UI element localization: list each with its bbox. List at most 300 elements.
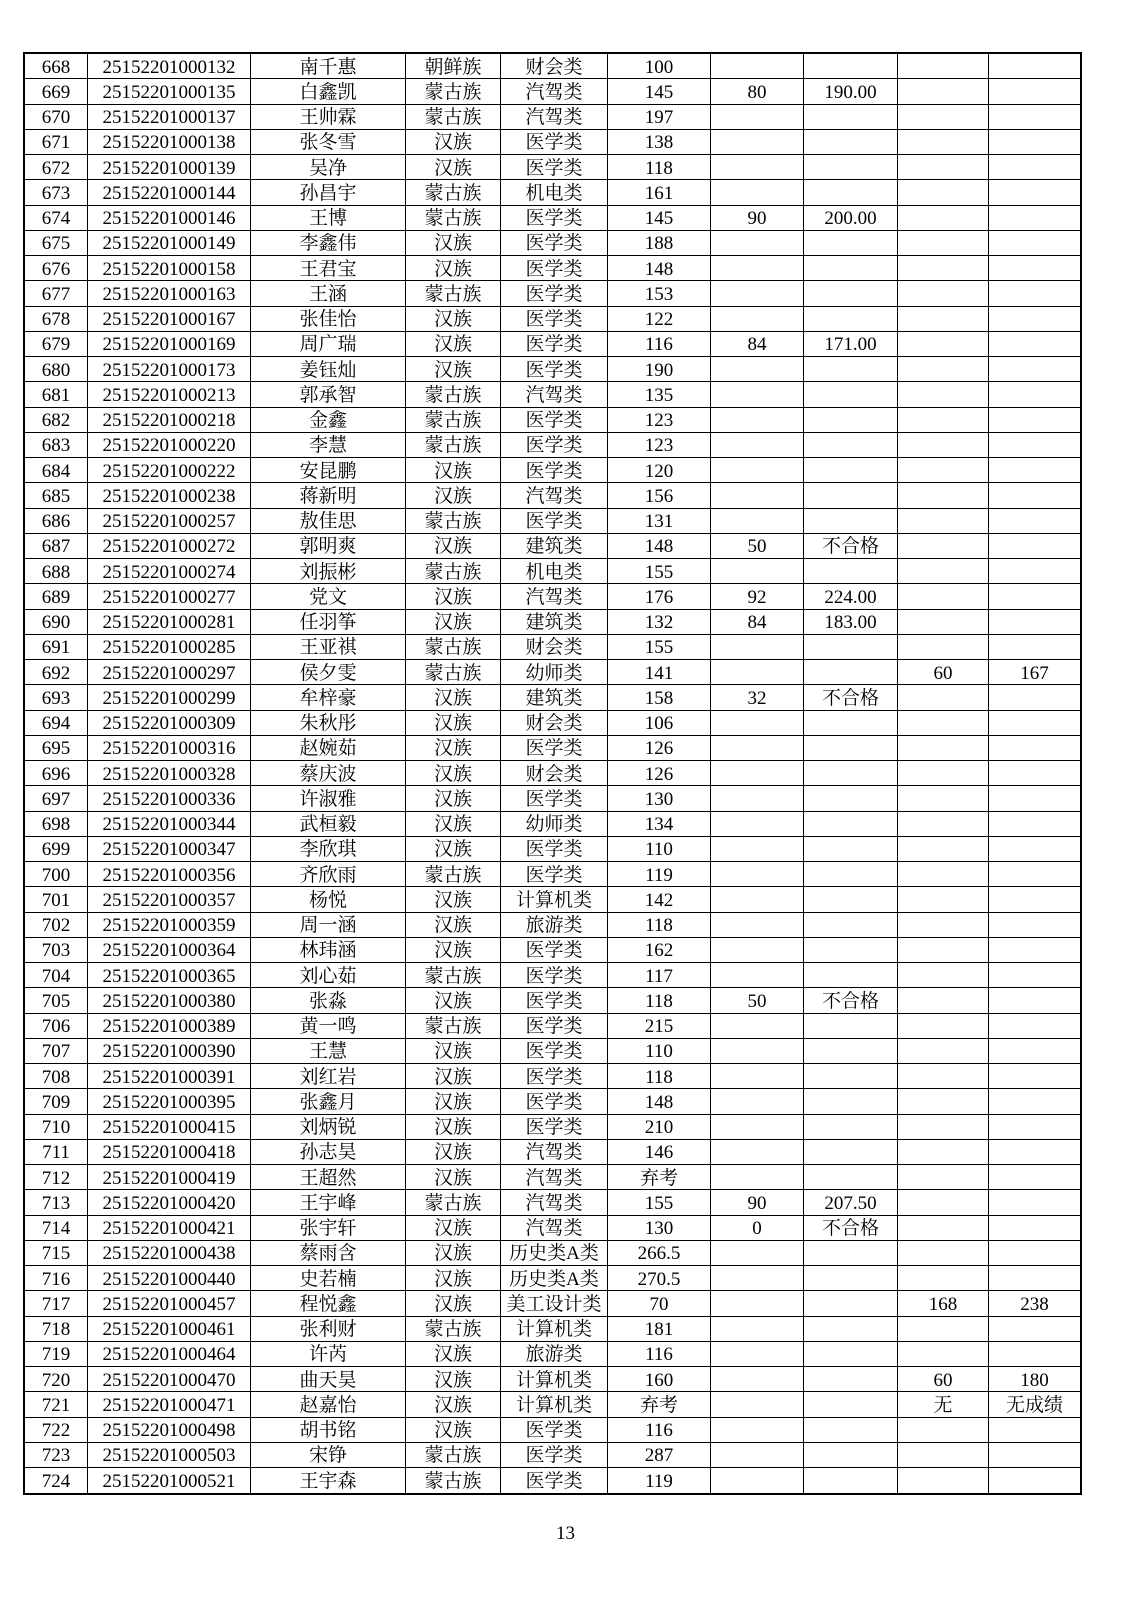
table-row <box>25 54 1080 79</box>
name-cell: 党文 <box>251 584 406 608</box>
ethnicity-cell: 汉族 <box>406 1291 501 1315</box>
score-cell: 148 <box>608 534 711 558</box>
score-cell: 118 <box>608 1064 711 1088</box>
score-cell: 153 <box>608 281 711 305</box>
category-cell: 医学类 <box>501 206 608 230</box>
combined-result-cell <box>804 1165 898 1189</box>
score-cell: 132 <box>608 610 711 634</box>
category-cell: 医学类 <box>501 862 608 886</box>
serial-number-cell: 674 <box>25 206 88 230</box>
third-score-cell <box>898 938 989 962</box>
combined-result-cell <box>804 1039 898 1063</box>
exam-number-cell: 25152201000213 <box>88 382 251 406</box>
ethnicity-cell: 汉族 <box>406 1342 501 1366</box>
table-row <box>25 433 1080 458</box>
category-cell: 汽驾类 <box>501 1140 608 1164</box>
combined-result-cell <box>804 559 898 583</box>
exam-number-cell: 25152201000169 <box>88 332 251 356</box>
exam-number-cell: 25152201000272 <box>88 534 251 558</box>
exam-number-cell: 25152201000163 <box>88 281 251 305</box>
serial-number-cell: 679 <box>25 332 88 356</box>
ethnicity-cell: 汉族 <box>406 584 501 608</box>
score-cell: 160 <box>608 1367 711 1391</box>
score-cell: 148 <box>608 256 711 280</box>
combined-total-cell <box>989 685 1080 709</box>
exam-number-cell: 25152201000274 <box>88 559 251 583</box>
combined-total-cell <box>989 761 1080 785</box>
serial-number-cell: 703 <box>25 938 88 962</box>
name-cell: 王超然 <box>251 1165 406 1189</box>
ethnicity-cell: 汉族 <box>406 1216 501 1240</box>
name-cell: 郭明爽 <box>251 534 406 558</box>
score-cell: 123 <box>608 408 711 432</box>
combined-total-cell <box>989 1241 1080 1265</box>
second-score-cell <box>711 711 804 735</box>
score-cell: 146 <box>608 1140 711 1164</box>
category-cell: 医学类 <box>501 281 608 305</box>
name-cell: 许芮 <box>251 1342 406 1366</box>
combined-result-cell <box>804 1241 898 1265</box>
table-row <box>25 761 1080 786</box>
name-cell: 孙志昊 <box>251 1140 406 1164</box>
third-score-cell <box>898 206 989 230</box>
combined-total-cell <box>989 307 1080 331</box>
name-cell: 武桓毅 <box>251 812 406 836</box>
third-score-cell <box>898 155 989 179</box>
exam-number-cell: 25152201000137 <box>88 105 251 129</box>
combined-result-cell <box>804 837 898 861</box>
second-score-cell <box>711 1140 804 1164</box>
exam-number-cell: 25152201000390 <box>88 1039 251 1063</box>
combined-result-cell <box>804 862 898 886</box>
third-score-cell: 60 <box>898 1367 989 1391</box>
exam-number-cell: 25152201000418 <box>88 1140 251 1164</box>
exam-number-cell: 25152201000420 <box>88 1190 251 1214</box>
exam-number-cell: 25152201000415 <box>88 1115 251 1139</box>
name-cell: 张冬雪 <box>251 130 406 154</box>
ethnicity-cell: 蒙古族 <box>406 382 501 406</box>
name-cell: 张佳怡 <box>251 307 406 331</box>
third-score-cell <box>898 913 989 937</box>
score-cell: 145 <box>608 206 711 230</box>
category-cell: 财会类 <box>501 54 608 78</box>
score-cell: 106 <box>608 711 711 735</box>
category-cell: 医学类 <box>501 736 608 760</box>
name-cell: 王博 <box>251 206 406 230</box>
exam-number-cell: 25152201000471 <box>88 1392 251 1416</box>
serial-number-cell: 700 <box>25 862 88 886</box>
exam-number-cell: 25152201000285 <box>88 635 251 659</box>
combined-total-cell <box>989 1014 1080 1038</box>
serial-number-cell: 711 <box>25 1140 88 1164</box>
serial-number-cell: 690 <box>25 610 88 634</box>
table-row <box>25 887 1080 912</box>
combined-total-cell <box>989 1140 1080 1164</box>
combined-result-cell: 不合格 <box>804 1216 898 1240</box>
table-row <box>25 155 1080 180</box>
combined-total-cell <box>989 711 1080 735</box>
ethnicity-cell: 汉族 <box>406 1064 501 1088</box>
second-score-cell: 50 <box>711 988 804 1012</box>
category-cell: 财会类 <box>501 761 608 785</box>
third-score-cell <box>898 433 989 457</box>
combined-result-cell <box>804 54 898 78</box>
name-cell: 敖佳思 <box>251 509 406 533</box>
score-cell: 弃考 <box>608 1165 711 1189</box>
score-cell: 131 <box>608 509 711 533</box>
second-score-cell <box>711 786 804 810</box>
third-score-cell <box>898 1216 989 1240</box>
combined-result-cell <box>804 1392 898 1416</box>
second-score-cell <box>711 130 804 154</box>
second-score-cell <box>711 1089 804 1113</box>
score-cell: 110 <box>608 1039 711 1063</box>
score-cell: 155 <box>608 1190 711 1214</box>
third-score-cell <box>898 988 989 1012</box>
combined-result-cell: 不合格 <box>804 988 898 1012</box>
name-cell: 刘红岩 <box>251 1064 406 1088</box>
combined-total-cell: 180 <box>1020 1369 1049 1391</box>
serial-number-cell: 722 <box>25 1418 88 1442</box>
ethnicity-cell: 蒙古族 <box>406 408 501 432</box>
table-row <box>25 1216 1080 1241</box>
third-score-cell <box>898 458 989 482</box>
table-row <box>25 938 1080 963</box>
combined-total-cell <box>989 332 1080 356</box>
combined-total-cell <box>989 1064 1080 1088</box>
second-score-cell <box>711 433 804 457</box>
name-cell: 赵婉茹 <box>251 736 406 760</box>
table-row <box>25 1089 1080 1114</box>
category-cell: 医学类 <box>501 433 608 457</box>
third-score-cell <box>898 963 989 987</box>
second-score-cell <box>711 1064 804 1088</box>
category-cell: 医学类 <box>501 1443 608 1467</box>
combined-total-cell: 238 <box>1020 1293 1049 1315</box>
exam-number-cell: 25152201000356 <box>88 862 251 886</box>
serial-number-cell: 716 <box>25 1266 88 1290</box>
table-row <box>25 988 1080 1013</box>
table-row <box>25 812 1080 837</box>
combined-total-cell <box>989 1216 1080 1240</box>
serial-number-cell: 721 <box>25 1392 88 1416</box>
ethnicity-cell: 汉族 <box>406 307 501 331</box>
table-row <box>25 1317 1080 1342</box>
name-cell: 周一涵 <box>251 913 406 937</box>
combined-result-cell: 190.00 <box>804 79 898 103</box>
category-cell: 医学类 <box>501 307 608 331</box>
combined-result-cell <box>804 1291 898 1315</box>
table-row <box>25 332 1080 357</box>
second-score-cell <box>711 938 804 962</box>
ethnicity-cell: 汉族 <box>406 534 501 558</box>
combined-result-cell: 224.00 <box>804 584 898 608</box>
score-table <box>23 52 1082 1495</box>
name-cell: 张利财 <box>251 1317 406 1341</box>
serial-number-cell: 693 <box>25 685 88 709</box>
table-row <box>25 180 1080 205</box>
combined-result-cell: 200.00 <box>804 206 898 230</box>
exam-number-cell: 25152201000277 <box>88 584 251 608</box>
ethnicity-cell: 蒙古族 <box>406 180 501 204</box>
combined-result-cell <box>804 736 898 760</box>
serial-number-cell: 715 <box>25 1241 88 1265</box>
category-cell: 机电类 <box>501 559 608 583</box>
category-cell: 医学类 <box>501 130 608 154</box>
exam-number-cell: 25152201000380 <box>88 988 251 1012</box>
score-cell: 118 <box>608 988 711 1012</box>
category-cell: 幼师类 <box>501 660 608 684</box>
combined-result-cell <box>804 660 898 684</box>
second-score-cell <box>711 1392 804 1416</box>
name-cell: 王慧 <box>251 1039 406 1063</box>
score-cell: 126 <box>608 761 711 785</box>
exam-number-cell: 25152201000364 <box>88 938 251 962</box>
third-score-cell <box>898 1165 989 1189</box>
name-cell: 侯夕雯 <box>251 660 406 684</box>
serial-number-cell: 688 <box>25 559 88 583</box>
combined-result-cell <box>804 1443 898 1467</box>
ethnicity-cell: 汉族 <box>406 736 501 760</box>
third-score-cell <box>898 281 989 305</box>
table-row <box>25 862 1080 887</box>
combined-total-cell <box>989 1317 1080 1341</box>
exam-number-cell: 25152201000135 <box>88 79 251 103</box>
third-score-cell: 168 <box>898 1291 989 1315</box>
name-cell: 王涵 <box>251 281 406 305</box>
table-row <box>25 509 1080 534</box>
third-score-cell <box>898 1039 989 1063</box>
table-row <box>25 711 1080 736</box>
second-score-cell <box>711 1317 804 1341</box>
serial-number-cell: 694 <box>25 711 88 735</box>
combined-total-cell <box>989 988 1080 1012</box>
name-cell: 安昆鹏 <box>251 458 406 482</box>
exam-number-cell: 25152201000347 <box>88 837 251 861</box>
score-cell: 161 <box>608 180 711 204</box>
exam-number-cell: 25152201000336 <box>88 786 251 810</box>
exam-number-cell: 25152201000464 <box>88 1342 251 1366</box>
name-cell: 宋铮 <box>251 1443 406 1467</box>
third-score-cell <box>898 1468 989 1493</box>
second-score-cell <box>711 1039 804 1063</box>
category-cell: 医学类 <box>501 408 608 432</box>
category-cell: 美工设计类 <box>501 1291 608 1315</box>
exam-number-cell: 25152201000521 <box>88 1468 251 1493</box>
category-cell: 医学类 <box>501 963 608 987</box>
serial-number-cell: 685 <box>25 483 88 507</box>
ethnicity-cell: 蒙古族 <box>406 862 501 886</box>
category-cell: 汽驾类 <box>501 382 608 406</box>
name-cell: 任羽筝 <box>251 610 406 634</box>
category-cell: 汽驾类 <box>501 1216 608 1240</box>
third-score-cell <box>898 130 989 154</box>
name-cell: 刘炳锐 <box>251 1115 406 1139</box>
category-cell: 建筑类 <box>501 534 608 558</box>
category-cell: 医学类 <box>501 256 608 280</box>
combined-result-cell <box>804 1266 898 1290</box>
serial-number-cell: 714 <box>25 1216 88 1240</box>
table-row <box>25 382 1080 407</box>
ethnicity-cell: 汉族 <box>406 1039 501 1063</box>
ethnicity-cell: 汉族 <box>406 913 501 937</box>
score-cell: 210 <box>608 1115 711 1139</box>
second-score-cell <box>711 483 804 507</box>
category-cell: 机电类 <box>501 180 608 204</box>
combined-result-cell <box>804 1418 898 1442</box>
third-score-cell <box>898 1443 989 1467</box>
second-score-cell <box>711 1418 804 1442</box>
combined-result-cell <box>804 1115 898 1139</box>
combined-result-cell <box>804 408 898 432</box>
exam-number-cell: 25152201000167 <box>88 307 251 331</box>
exam-number-cell: 25152201000299 <box>88 685 251 709</box>
combined-result-cell <box>804 307 898 331</box>
second-score-cell <box>711 862 804 886</box>
ethnicity-cell: 汉族 <box>406 685 501 709</box>
ethnicity-cell: 蒙古族 <box>406 635 501 659</box>
second-score-cell <box>711 736 804 760</box>
category-cell: 医学类 <box>501 458 608 482</box>
category-cell: 医学类 <box>501 786 608 810</box>
category-cell: 医学类 <box>501 837 608 861</box>
combined-result-cell <box>804 105 898 129</box>
third-score-cell <box>898 1190 989 1214</box>
serial-number-cell: 668 <box>25 54 88 78</box>
serial-number-cell: 669 <box>25 79 88 103</box>
ethnicity-cell: 汉族 <box>406 256 501 280</box>
second-score-cell <box>711 54 804 78</box>
third-score-cell <box>898 635 989 659</box>
second-score-cell <box>711 887 804 911</box>
combined-total-cell <box>989 408 1080 432</box>
name-cell: 张鑫月 <box>251 1089 406 1113</box>
combined-total-cell <box>989 938 1080 962</box>
exam-number-cell: 25152201000138 <box>88 130 251 154</box>
combined-result-cell: 不合格 <box>804 685 898 709</box>
third-score-cell <box>898 332 989 356</box>
score-cell: 148 <box>608 1089 711 1113</box>
combined-result-cell <box>804 1014 898 1038</box>
table-row <box>25 1039 1080 1064</box>
combined-total-cell <box>989 812 1080 836</box>
second-score-cell <box>711 1241 804 1265</box>
second-score-cell <box>711 180 804 204</box>
ethnicity-cell: 汉族 <box>406 1392 501 1416</box>
name-cell: 蒋新明 <box>251 483 406 507</box>
category-cell: 医学类 <box>501 1039 608 1063</box>
ethnicity-cell: 汉族 <box>406 231 501 255</box>
table-row <box>25 1443 1080 1468</box>
exam-number-cell: 25152201000470 <box>88 1367 251 1391</box>
ethnicity-cell: 蒙古族 <box>406 79 501 103</box>
third-score-cell <box>898 837 989 861</box>
score-cell: 130 <box>608 1216 711 1240</box>
second-score-cell <box>711 155 804 179</box>
category-cell: 汽驾类 <box>501 1190 608 1214</box>
second-score-cell: 80 <box>711 79 804 103</box>
third-score-cell <box>898 483 989 507</box>
category-cell: 医学类 <box>501 1089 608 1113</box>
score-cell: 118 <box>608 155 711 179</box>
score-cell: 119 <box>608 1468 711 1493</box>
table-row <box>25 1468 1080 1493</box>
third-score-cell <box>898 534 989 558</box>
table-row <box>25 1241 1080 1266</box>
name-cell: 赵嘉怡 <box>251 1392 406 1416</box>
ethnicity-cell: 汉族 <box>406 610 501 634</box>
second-score-cell <box>711 382 804 406</box>
category-cell: 汽驾类 <box>501 584 608 608</box>
exam-number-cell: 25152201000389 <box>88 1014 251 1038</box>
third-score-cell <box>898 1014 989 1038</box>
second-score-cell <box>711 913 804 937</box>
combined-total-cell <box>989 837 1080 861</box>
second-score-cell: 84 <box>711 332 804 356</box>
ethnicity-cell: 汉族 <box>406 458 501 482</box>
ethnicity-cell: 汉族 <box>406 130 501 154</box>
category-cell: 汽驾类 <box>501 483 608 507</box>
table-row <box>25 408 1080 433</box>
third-score-cell <box>898 509 989 533</box>
combined-result-cell: 183.00 <box>804 610 898 634</box>
third-score-cell <box>898 54 989 78</box>
serial-number-cell: 706 <box>25 1014 88 1038</box>
combined-result-cell <box>804 938 898 962</box>
combined-result-cell <box>804 231 898 255</box>
combined-total-cell <box>989 79 1080 103</box>
second-score-cell <box>711 963 804 987</box>
exam-number-cell: 25152201000139 <box>88 155 251 179</box>
combined-result-cell <box>804 458 898 482</box>
serial-number-cell: 672 <box>25 155 88 179</box>
score-cell: 156 <box>608 483 711 507</box>
category-cell: 计算机类 <box>501 1392 608 1416</box>
combined-total-cell <box>989 610 1080 634</box>
combined-total-cell <box>989 382 1080 406</box>
ethnicity-cell: 蒙古族 <box>406 509 501 533</box>
combined-result-cell <box>804 761 898 785</box>
second-score-cell <box>711 1342 804 1366</box>
combined-total-cell <box>989 963 1080 987</box>
ethnicity-cell: 汉族 <box>406 988 501 1012</box>
table-row <box>25 1342 1080 1367</box>
serial-number-cell: 720 <box>25 1367 88 1391</box>
name-cell: 白鑫凯 <box>251 79 406 103</box>
score-cell: 181 <box>608 1317 711 1341</box>
combined-result-cell <box>804 130 898 154</box>
ethnicity-cell: 汉族 <box>406 1115 501 1139</box>
combined-result-cell <box>804 256 898 280</box>
serial-number-cell: 710 <box>25 1115 88 1139</box>
serial-number-cell: 701 <box>25 887 88 911</box>
combined-total-cell <box>989 206 1080 230</box>
combined-result-cell <box>804 635 898 659</box>
name-cell: 姜钰灿 <box>251 357 406 381</box>
score-cell: 158 <box>608 685 711 709</box>
ethnicity-cell: 蒙古族 <box>406 433 501 457</box>
combined-total-cell <box>989 635 1080 659</box>
serial-number-cell: 692 <box>25 660 88 684</box>
score-cell: 162 <box>608 938 711 962</box>
combined-total-cell <box>989 433 1080 457</box>
combined-total-cell <box>989 736 1080 760</box>
third-score-cell <box>898 1266 989 1290</box>
score-cell: 270.5 <box>608 1266 711 1290</box>
serial-number-cell: 724 <box>25 1468 88 1493</box>
exam-number-cell: 25152201000316 <box>88 736 251 760</box>
second-score-cell <box>711 761 804 785</box>
